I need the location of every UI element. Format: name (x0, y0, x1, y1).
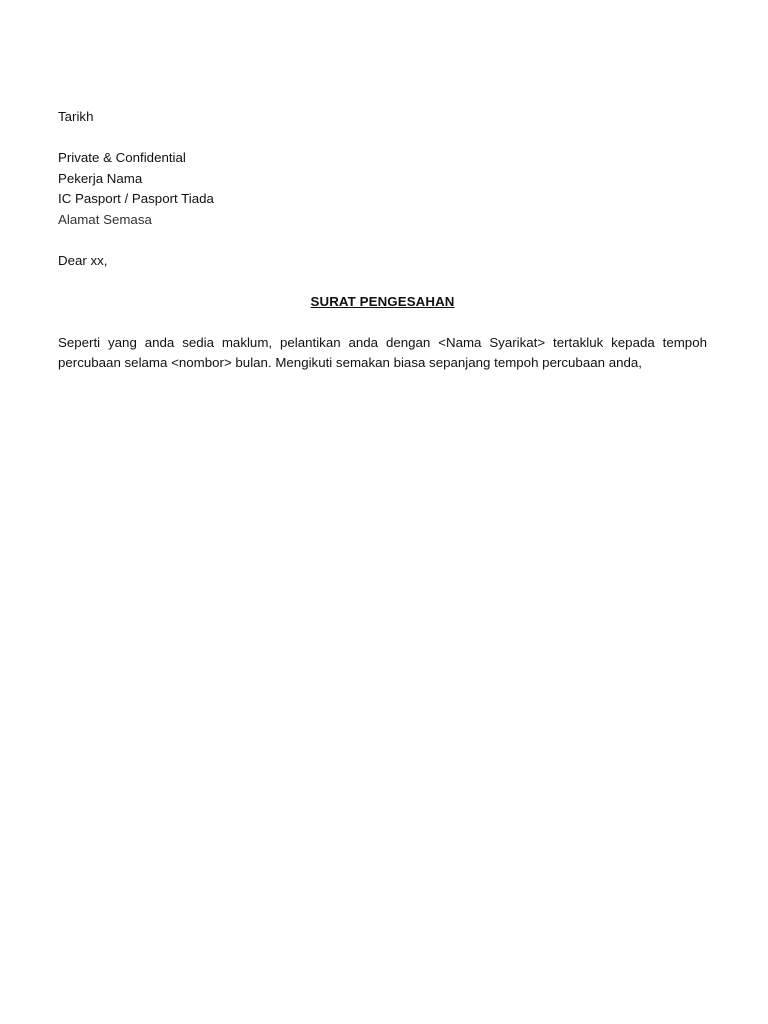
date-label: Tarikh (58, 109, 94, 124)
spacer (58, 271, 707, 292)
letter-paragraph: Seperti yang anda sedia maklum, pelantikan anda dengan <Nama Syarikat> tertakluk kepada tempoh percubaan selama <nombor> bulan. Mengikuti semakan biasa sepanjang tempoh percubaan anda, (58, 334, 707, 370)
recipient-address: Alamat Semasa (58, 211, 152, 227)
confidential-label: Private & Confidential (58, 150, 186, 165)
recipient-id: IC Pasport / Pasport Tiada (58, 191, 214, 206)
spacer (58, 312, 707, 333)
spacer (58, 230, 707, 251)
letter-body (58, 107, 707, 374)
spacer (58, 128, 707, 149)
salutation: Dear xx, (58, 252, 108, 268)
recipient-name: Pekerja Nama (58, 170, 143, 186)
letter-heading: SURAT PENGESAHAN (310, 293, 455, 309)
